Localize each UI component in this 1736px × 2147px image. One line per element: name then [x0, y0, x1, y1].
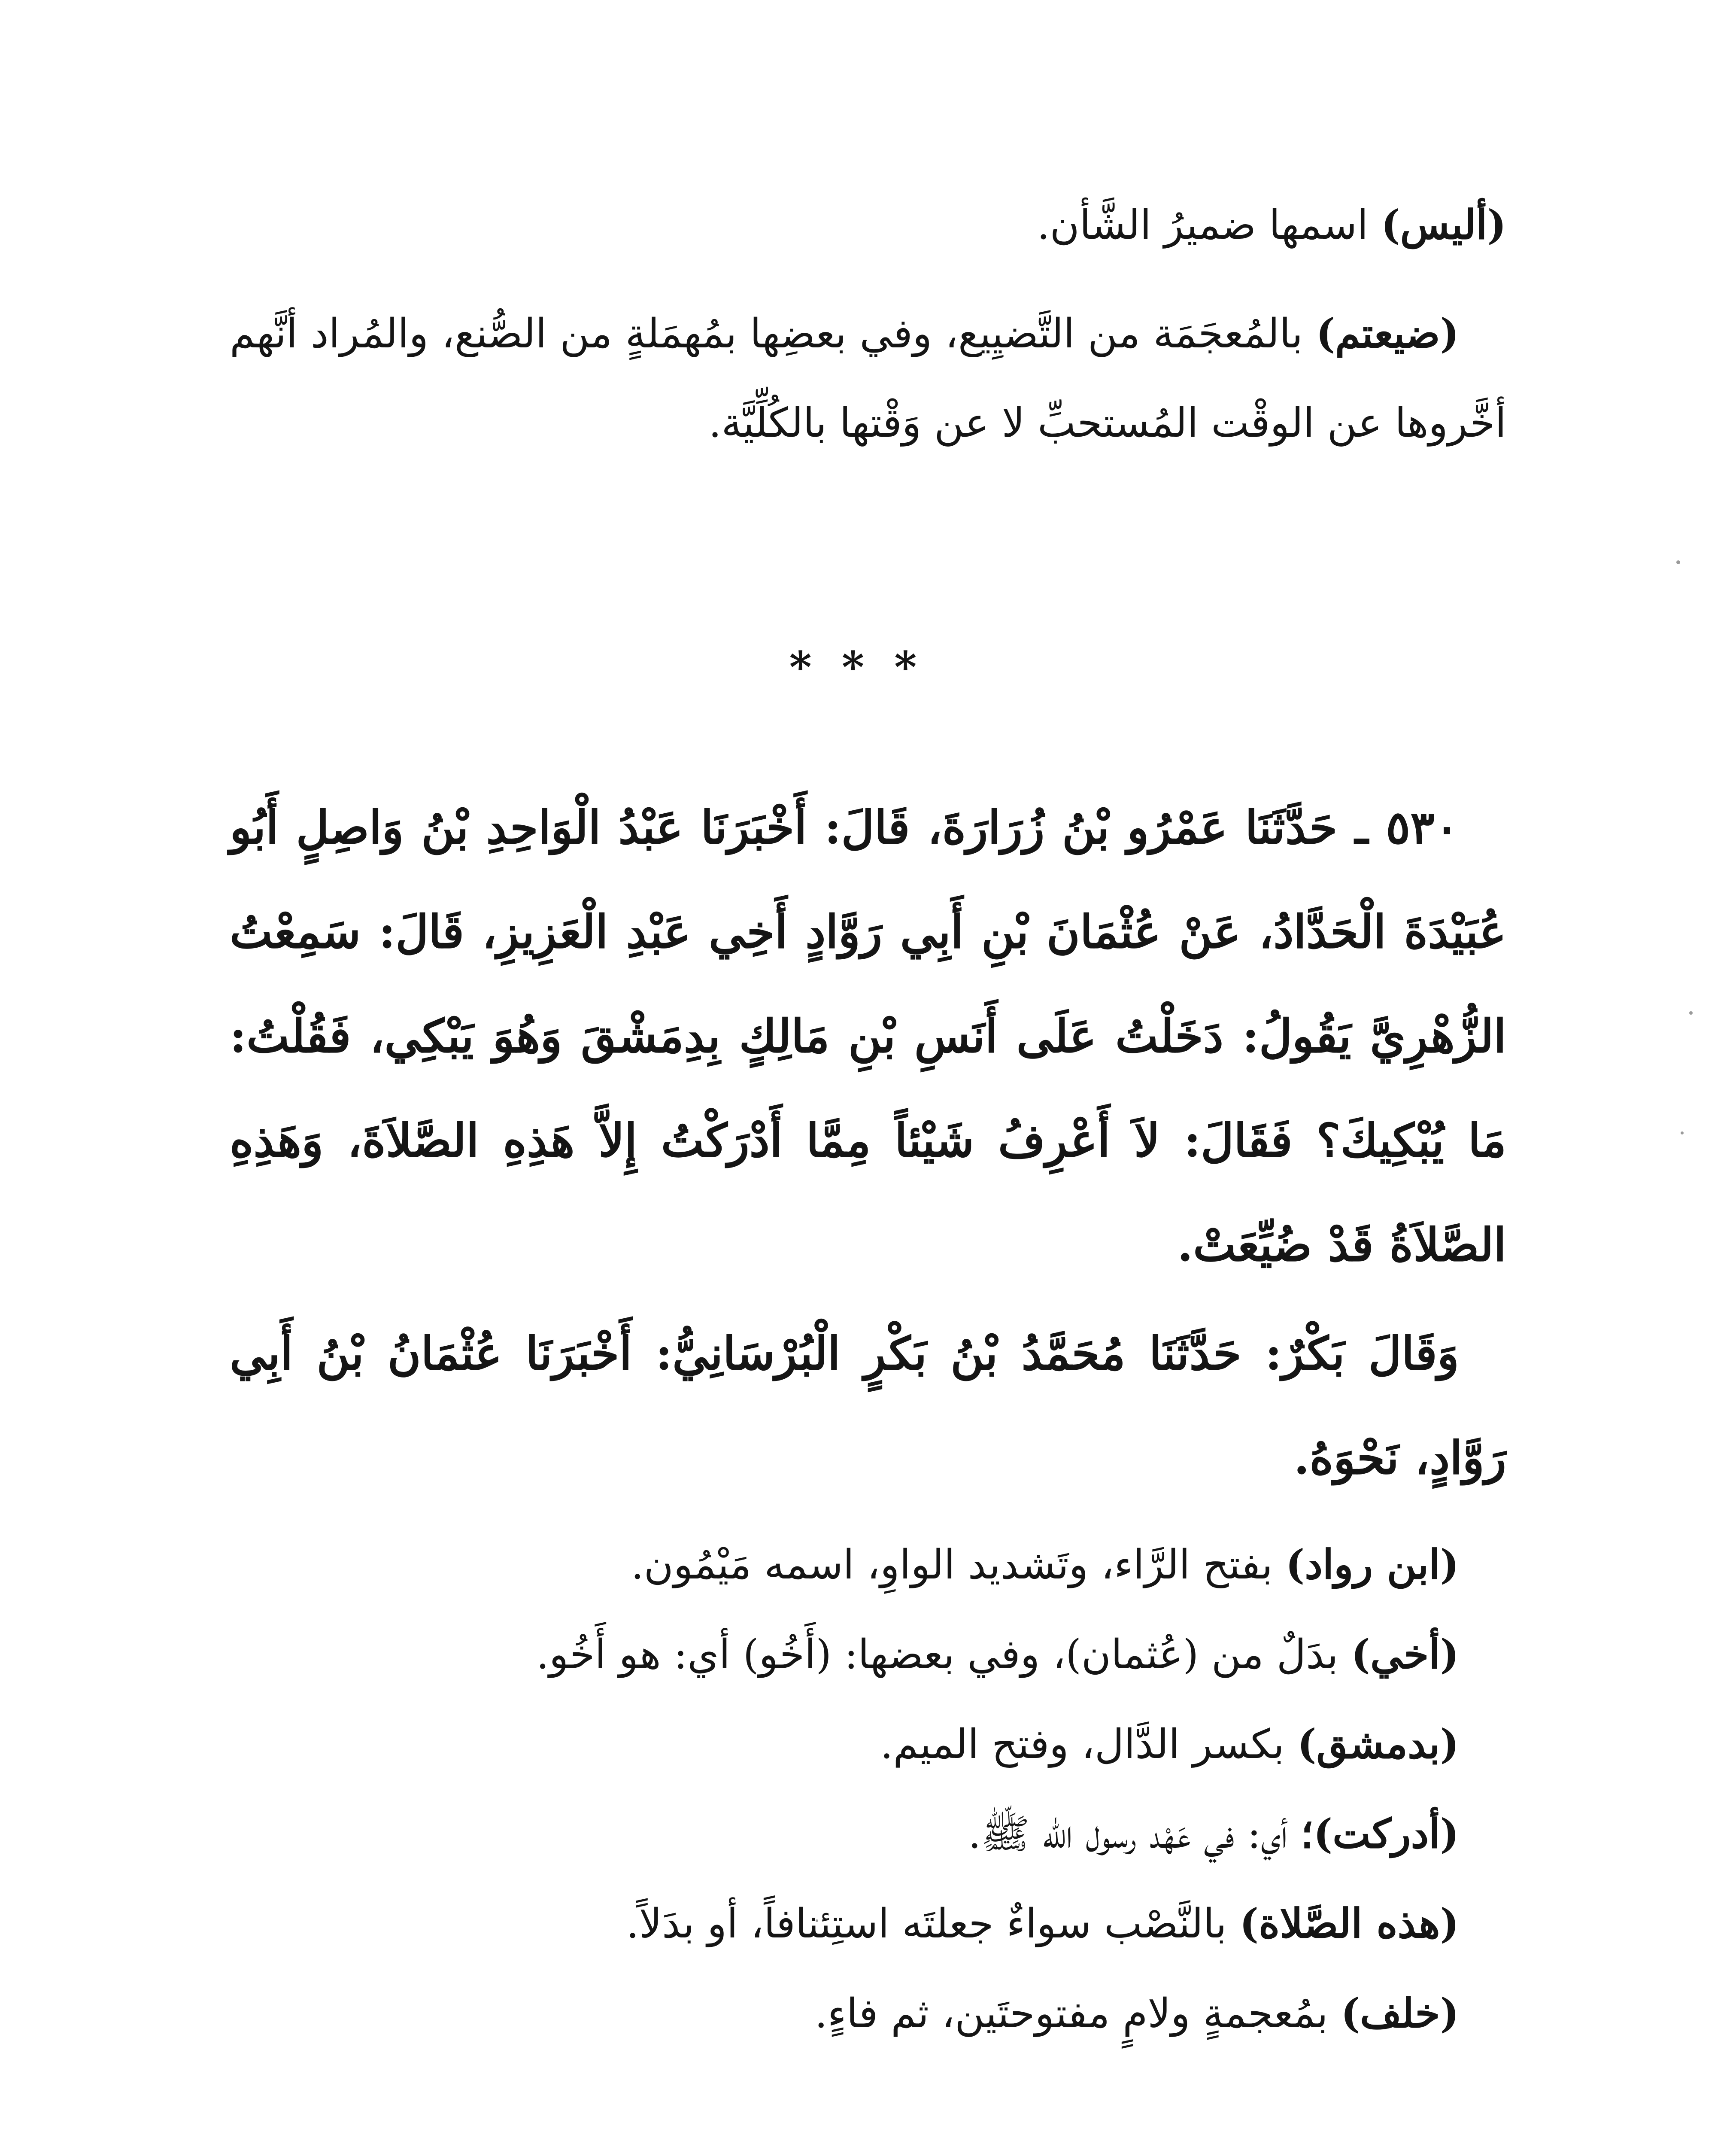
comment-text: بكسر الدَّال، وفتح الميم.	[880, 1721, 1297, 1768]
comment-khalaf	[230, 1969, 1506, 2059]
comment-text: بفتح الرَّاء، وتَشديد الواوِ، اسمه مَيْمُون.	[631, 1542, 1286, 1588]
separator-star: *	[841, 642, 895, 693]
comment-term: (ابن رواد)	[1285, 1541, 1459, 1588]
comment-term: (بدمشق)	[1297, 1721, 1459, 1768]
scan-speck	[1681, 1131, 1684, 1134]
comment-term: (أخي)	[1351, 1631, 1459, 1678]
hadith-530	[230, 775, 1506, 1297]
hadith-second-chain	[230, 1301, 1506, 1510]
comment-term: (أدركت)؛	[1300, 1810, 1459, 1858]
commentary-top	[230, 180, 1506, 468]
comment-text: بالنَّصْب سواءٌ جعلتَه استِئنافاً، أو بدَلاً.	[626, 1901, 1240, 1947]
comment-term: (ضيعتم)	[1316, 310, 1459, 357]
separator-star: *	[789, 642, 842, 693]
comment-ibn-rawwad	[230, 1520, 1506, 1610]
separator-star: *	[894, 642, 947, 693]
comment-text: اسمها ضميرُ الشَّأن.	[1037, 202, 1381, 249]
comment-bidimashq	[230, 1700, 1506, 1789]
comment-text: بدَلٌ من (عُثمان)، وفي بعضها: (أَخُو) أي: هو أَخُو.	[536, 1631, 1351, 1678]
section-separator	[0, 642, 1736, 693]
comment-text: بالمُعجَمَة من التَّضيِيع، وفي بعضِها بمُهمَلةٍ من الصُّنع، والمُراد أنَّهم أخَّروها عن الوقْت المُستحبِّ لا عن وَقْتها بالكُلِّيَّة.	[230, 310, 1506, 447]
scan-speck	[1689, 1011, 1693, 1015]
comment-text: بمُعجمةٍ ولامٍ مفتوحتَين، ثم فاءٍ.	[814, 1990, 1341, 2037]
commentary-bottom	[230, 1520, 1506, 2059]
comment-alais	[230, 180, 1506, 270]
hadith-text: حَدَّثَنَا عَمْرُو بْنُ زُرَارَةَ، قَالَ: أَخْبَرَنَا عَبْدُ الْوَاحِدِ بْنُ وَاصِلٍ أَبُو عُبَيْدَةَ الْحَدَّادُ، عَنْ عُثْمَانَ بْنِ أَبِي رَوَّادٍ أَخِي عَبْدِ الْعَزِيزِ، قَالَ: سَمِعْتُ الزُّهْرِيَّ يَقُولُ: دَخَلْتُ عَلَى أَنَسِ بْنِ مَالِكٍ بِدِمَشْقَ وَهُوَ يَبْكِي، فَقُلْتُ: مَا يُبْكِيكَ؟ فَقَالَ: لاَ أَعْرِفُ شَيْئاً مِمَّا أَدْرَكْتُ إِلاَّ هَذِهِ الصَّلاَةَ، وَهَذِهِ الصَّلاَةُ قَدْ ضُيِّعَتْ.	[230, 800, 1506, 1271]
comment-dayyatum	[230, 289, 1506, 468]
comment-term: (خلف)	[1341, 1990, 1459, 2037]
comment-hadhihi-salat	[230, 1879, 1506, 1969]
comment-adraktu	[230, 1789, 1506, 1879]
scan-speck	[1676, 560, 1680, 564]
hadith-block	[230, 775, 1506, 1510]
comment-text: أي: في عَهْد رسول الله ﷺ.	[968, 1811, 1301, 1858]
comment-term: (أليس)	[1381, 201, 1506, 249]
comment-akhi	[230, 1610, 1506, 1700]
comment-term: (هذه الصَّلاة)	[1239, 1900, 1459, 1947]
hadith-second-text: وَقَالَ بَكْرٌ: حَدَّثَنَا مُحَمَّدُ بْنُ بَكْرٍ الْبُرْسَانِيُّ: أَخْبَرَنَا عُثْمَانُ بْنُ أَبِي رَوَّادٍ، نَحْوَهُ.	[230, 1326, 1506, 1484]
hadith-number: ٥٣٠ ـ	[1355, 800, 1459, 854]
